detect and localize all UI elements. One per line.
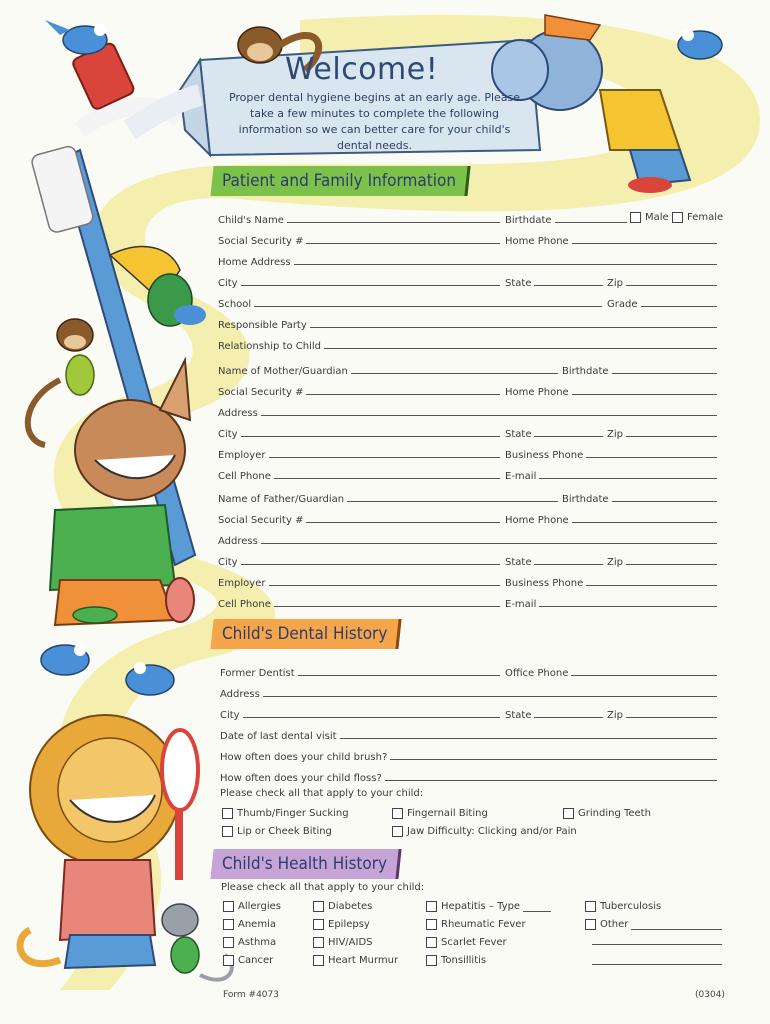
childs-name-field[interactable]: Child's Name	[218, 210, 500, 226]
mouse-icon	[162, 904, 232, 980]
father-email-field[interactable]: E-mail	[505, 594, 717, 610]
cancer-checkbox[interactable]: Cancer	[223, 955, 273, 966]
bird-icon	[41, 644, 89, 675]
mother-email-field[interactable]: E-mail	[505, 466, 717, 482]
form-code: (0304)	[695, 990, 725, 1000]
last-visit-field[interactable]: Date of last dental visit	[220, 726, 717, 742]
father-employer-field[interactable]: Employer	[218, 573, 500, 589]
relationship-field[interactable]: Relationship to Child	[218, 336, 717, 352]
male-checkbox[interactable]: Male	[630, 212, 669, 223]
mother-zip-field[interactable]: Zip	[607, 424, 717, 440]
other-line-3[interactable]	[592, 964, 722, 965]
father-address-field[interactable]: Address	[218, 531, 717, 547]
child-city-field[interactable]: City	[218, 273, 500, 289]
heart-murmur-checkbox[interactable]: Heart Murmur	[313, 955, 398, 966]
welcome-text: Proper dental hygiene begins at an early age. Please take a few minutes to complete the following information so we can better care for your child's dental needs.	[228, 91, 521, 152]
father-state-field[interactable]: State	[505, 552, 603, 568]
bird-icon	[678, 29, 722, 59]
female-checkbox[interactable]: Female	[672, 212, 723, 223]
father-name-field[interactable]: Name of Father/Guardian	[218, 489, 558, 505]
grinding-teeth-checkbox[interactable]: Grinding Teeth	[563, 808, 651, 819]
hiv-aids-checkbox[interactable]: HIV/AIDS	[313, 937, 373, 948]
thumb-sucking-checkbox[interactable]: Thumb/Finger Sucking	[222, 808, 349, 819]
dental-check-instructions: Please check all that apply to your child:	[220, 788, 424, 799]
mother-business-phone-field[interactable]: Business Phone	[505, 445, 717, 461]
child-home-phone-field[interactable]: Home Phone	[505, 231, 717, 247]
tonsillitis-checkbox[interactable]: Tonsillitis	[426, 955, 486, 966]
other-checkbox[interactable]: Other	[585, 919, 722, 930]
form-number: Form #4073	[223, 990, 279, 1000]
section-dental-banner: Child's Dental History	[210, 619, 402, 649]
responsible-party-field[interactable]: Responsible Party	[218, 315, 717, 331]
child-zip-field[interactable]: Zip	[607, 273, 717, 289]
mother-employer-field[interactable]: Employer	[218, 445, 500, 461]
child-birthdate-field[interactable]: Birthdate	[505, 210, 627, 226]
father-birthdate-field[interactable]: Birthdate	[562, 489, 717, 505]
mother-ssn-field[interactable]: Social Security #	[218, 382, 500, 398]
father-ssn-field[interactable]: Social Security #	[218, 510, 500, 526]
father-city-field[interactable]: City	[218, 552, 500, 568]
school-field[interactable]: School	[218, 294, 602, 310]
father-cell-field[interactable]: Cell Phone	[218, 594, 500, 610]
mother-home-phone-field[interactable]: Home Phone	[505, 382, 717, 398]
epilepsy-checkbox[interactable]: Epilepsy	[313, 919, 370, 930]
child-home-address-field[interactable]: Home Address	[218, 252, 717, 268]
anemia-checkbox[interactable]: Anemia	[223, 919, 276, 930]
scarlet-fever-checkbox[interactable]: Scarlet Fever	[426, 937, 507, 948]
dentist-city-field[interactable]: City	[220, 705, 500, 721]
father-zip-field[interactable]: Zip	[607, 552, 717, 568]
dentist-zip-field[interactable]: Zip	[607, 705, 717, 721]
father-home-phone-field[interactable]: Home Phone	[505, 510, 717, 526]
rheumatic-fever-checkbox[interactable]: Rheumatic Fever	[426, 919, 526, 930]
jaw-difficulty-checkbox[interactable]: Jaw Difficulty: Clicking and/or Pain	[392, 826, 577, 837]
dentist-address-field[interactable]: Address	[220, 684, 717, 700]
section-health-banner: Child's Health History	[210, 849, 401, 879]
office-phone-field[interactable]: Office Phone	[505, 663, 717, 679]
dentist-state-field[interactable]: State	[505, 705, 603, 721]
hepatitis-checkbox[interactable]: Hepatitis – Type	[426, 901, 551, 912]
grade-field[interactable]: Grade	[607, 294, 717, 310]
allergies-checkbox[interactable]: Allergies	[223, 901, 281, 912]
floss-frequency-field[interactable]: How often does your child floss?	[220, 768, 717, 784]
section-patient-banner: Patient and Family Information	[210, 166, 470, 196]
fingernail-biting-checkbox[interactable]: Fingernail Biting	[392, 808, 488, 819]
mother-cell-field[interactable]: Cell Phone	[218, 466, 500, 482]
mother-state-field[interactable]: State	[505, 424, 603, 440]
mother-birthdate-field[interactable]: Birthdate	[562, 361, 717, 377]
father-business-phone-field[interactable]: Business Phone	[505, 573, 717, 589]
tuberculosis-checkbox[interactable]: Tuberculosis	[585, 901, 661, 912]
child-state-field[interactable]: State	[505, 273, 603, 289]
mother-city-field[interactable]: City	[218, 424, 500, 440]
diabetes-checkbox[interactable]: Diabetes	[313, 901, 372, 912]
brush-frequency-field[interactable]: How often does your child brush?	[220, 747, 717, 763]
child-ssn-field[interactable]: Social Security #	[218, 231, 500, 247]
other-line-2[interactable]	[592, 944, 722, 945]
mother-name-field[interactable]: Name of Mother/Guardian	[218, 361, 558, 377]
mother-address-field[interactable]: Address	[218, 403, 717, 419]
asthma-checkbox[interactable]: Asthma	[223, 937, 276, 948]
bird-icon	[45, 20, 107, 54]
health-check-instructions: Please check all that apply to your child:	[221, 882, 425, 893]
welcome-title: Welcome!	[285, 52, 439, 87]
former-dentist-field[interactable]: Former Dentist	[220, 663, 500, 679]
lip-cheek-biting-checkbox[interactable]: Lip or Cheek Biting	[222, 826, 332, 837]
